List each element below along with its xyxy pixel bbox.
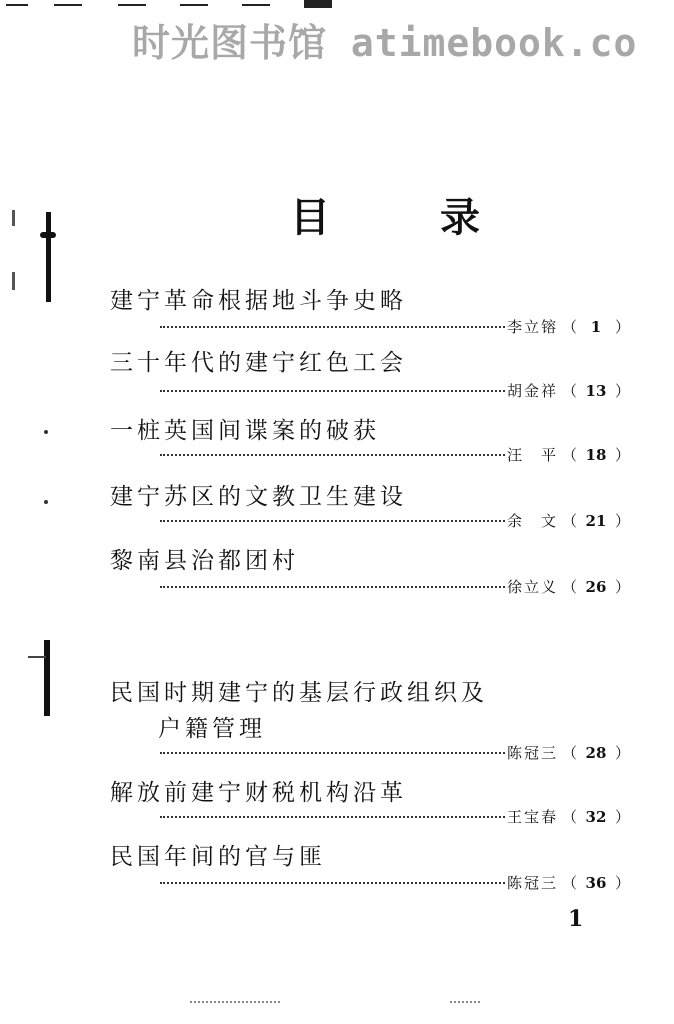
toc-entry-page-ref: （ 13 ）	[561, 382, 630, 400]
toc-entry-line	[160, 806, 630, 828]
toc-entry-line	[160, 742, 630, 764]
watermark: 时光图书馆 atimebook.co	[132, 21, 638, 65]
toc-entry-title: 黎南县治都团村	[110, 548, 299, 574]
toc-entry-title: 三十年代的建宁红色工会	[110, 350, 407, 376]
page-number: 1	[568, 906, 584, 932]
leader-dots	[160, 388, 505, 392]
toc-entry-title: 解放前建宁财税机构沿革	[110, 780, 407, 806]
toc-entry-line	[160, 576, 630, 598]
scan-artifact	[118, 4, 146, 6]
leader-dots	[160, 452, 505, 456]
binding-mark	[12, 210, 15, 226]
binding-mark	[44, 640, 50, 716]
toc-entry-page: 28	[585, 744, 607, 762]
scan-artifact	[304, 0, 332, 8]
leader-dots	[160, 814, 505, 818]
toc-entry-page: 26	[585, 578, 607, 596]
toc-entry-page-ref: （ 1 ）	[561, 318, 630, 336]
binding-mark	[46, 212, 51, 302]
toc-entry-page-ref: （ 32 ）	[561, 808, 630, 826]
toc-entry-page: 1	[590, 318, 602, 336]
leader-dots	[160, 518, 505, 522]
scan-artifact	[54, 4, 82, 6]
toc-entry-page-ref: （ 36 ）	[561, 874, 630, 892]
scan-artifact	[190, 998, 280, 1003]
scan-artifact	[242, 4, 270, 6]
toc-entry-author: 王宝春	[506, 808, 558, 826]
toc-entry-page: 21	[585, 512, 607, 530]
toc-entry-page: 13	[585, 382, 607, 400]
toc-entry-line	[160, 380, 630, 402]
toc-entry-page: 36	[585, 874, 607, 892]
toc-entry-author: 胡金祥	[506, 382, 558, 400]
binding-mark	[40, 232, 56, 238]
toc-entry-line	[160, 316, 630, 338]
toc-entry-title: 建宁苏区的文教卫生建设	[110, 484, 407, 510]
toc-entry-line	[160, 872, 630, 894]
leader-dots	[160, 584, 505, 588]
toc-entry-author: 徐立义	[506, 578, 558, 596]
toc-entry-title: 民国年间的官与匪	[110, 844, 326, 870]
leader-dots	[160, 750, 505, 754]
leader-dots	[160, 880, 505, 884]
toc-entry-author: 余 文	[506, 512, 558, 530]
toc-entry-title: 民国时期建宁的基层行政组织及	[110, 680, 488, 706]
toc-heading-left: 目	[290, 194, 330, 241]
toc-heading	[290, 186, 480, 243]
toc-entry-page: 32	[585, 808, 607, 826]
toc-entry-page-ref: （ 28 ）	[561, 744, 630, 762]
leader-dots	[160, 324, 505, 328]
scan-artifact	[6, 4, 28, 6]
toc-entry-page: 18	[585, 446, 607, 464]
toc-heading-right: 录	[440, 194, 480, 241]
binding-mark	[12, 272, 15, 290]
toc-entry-line	[160, 510, 630, 532]
toc-entry-author: 李立镕	[506, 318, 558, 336]
toc-entry-author: 陈冠三	[506, 874, 558, 892]
speck	[44, 430, 48, 434]
scan-artifact	[450, 998, 480, 1003]
toc-entry-line	[160, 444, 630, 466]
speck	[44, 500, 48, 504]
toc-entry-title: 一桩英国间谍案的破获	[110, 418, 380, 444]
toc-entry-page-ref: （ 26 ）	[561, 578, 630, 596]
toc-entry-author: 陈冠三	[506, 744, 558, 762]
toc-entry-title-continued: 户籍管理	[158, 716, 266, 742]
binding-mark	[28, 656, 46, 658]
toc-entry-page-ref: （ 18 ）	[561, 446, 630, 464]
toc-entry-title: 建宁革命根据地斗争史略	[110, 288, 407, 314]
scan-artifact	[180, 4, 208, 6]
toc-entry-page-ref: （ 21 ）	[561, 512, 630, 530]
toc-entry-author: 汪 平	[506, 446, 558, 464]
